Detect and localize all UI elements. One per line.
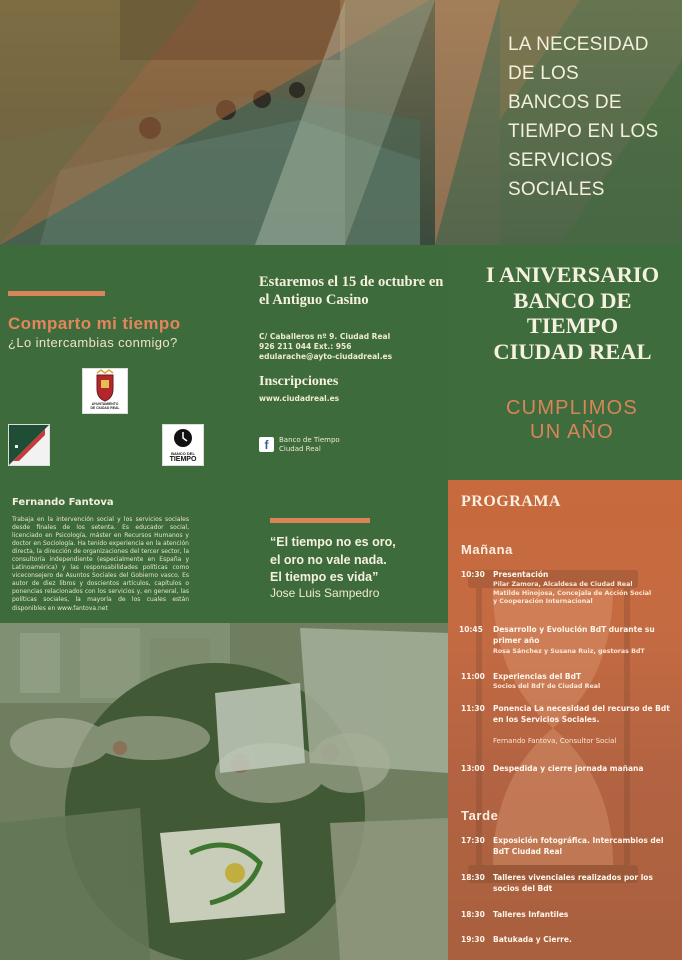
facebook-icon[interactable]: f [259,437,274,452]
program-item [461,625,679,665]
program-time: 10:45 [459,625,483,634]
program-title: Batukada y Cierre. [493,935,572,944]
photo-collage [0,623,448,960]
program-item [461,672,679,696]
program-item [461,764,679,778]
anniversary-subtitle-line: CUMPLIMOS [506,397,638,419]
program-detail-line: Fernando Fantova, Consultor Social [493,737,617,745]
quote-line: el oro no vale nada. [270,552,387,567]
facebook-label-line: Ciudad Real [279,445,321,453]
program-detail-line: Rosa Sánchez y Susana Ruiz, gestoras BdT [493,648,645,655]
program-title: Experiencias del BdT [493,672,582,681]
program-time: 17:30 [461,836,485,845]
facebook-label-line: Banco de Tiempo [279,436,340,444]
bdt-logo-text: BANCO DEL [171,451,195,456]
morning-label: Mañana [461,542,514,557]
quote-author: Jose Luis Sampedro [270,586,380,600]
email-link[interactable]: edularache@ayto-ciudadreal.es [259,352,393,361]
program-time: 11:30 [461,704,485,713]
anniversary-title [463,262,682,364]
program-time: 11:00 [461,672,485,681]
program-time: 13:00 [461,764,485,773]
anniversary-title-line: BANCO DE [513,287,632,313]
program-item [461,935,679,949]
main-title [508,30,678,204]
photo-collage-graphic [0,623,448,960]
program-detail-line: y Cooperación Internacional [493,598,593,605]
accent-bar [8,291,105,296]
program-item [461,873,679,897]
bdt-logo-text: TIEMPO [169,456,197,463]
regional-flag-logo [8,424,50,466]
programa-title: PROGRAMA [461,493,561,510]
program-item [461,570,679,618]
main-title-line: TIEMPO EN LOS [508,121,659,142]
program-time: 19:30 [461,935,485,944]
program-time: 10:30 [461,570,485,579]
slogan-question: ¿Lo intercambias conmigo? [8,335,178,350]
facebook-label[interactable] [279,436,359,454]
quote-line: El tiempo es vida” [270,570,379,584]
program-detail-line: Pilar Zamora, Alcaldesa de Ciudad Real [493,581,633,588]
ayuntamiento-logo-text: DE CIUDAD REAL [90,406,120,410]
program-title: Exposición fotográfica. Intercambios del BdT Ciudad Real [493,836,664,856]
anniversary-subtitle-line: UN AÑO [530,421,614,443]
program-item [461,704,679,752]
address-block [259,332,444,362]
program-detail [493,648,679,657]
program-time: 18:30 [461,910,485,919]
program-item [461,910,679,924]
phone-line: 926 211 044 Ext.: 956 [259,342,352,351]
quote [270,534,445,587]
program-detail-line: Matilde Hinojosa, Concejala de Acción Social [493,589,652,597]
event-date: Estaremos el 15 de octubre en el Antiguo Casino [259,274,444,308]
author-bio: Trabaja en la intervención social y los servicios sociales desde finales de los setenta. Es educador social, licenciado en Psicología, máster en Recursos Humanos y doctor en Sociología. Ha tenido experiencia en la atención directa, la dirección de organizaciones del tercer sector, la consultoría independiente (especialmente en España y Latinoamérica) y las responsabilidades políticas como viceconsejero de Asuntos Sociales del Gobierno vasco. Es autor de diez libros y doscientos artículos, capítulos o ponencias relacionados con los servicios y, en general, las políticas sociales, la mayoría de los cuales están disponibles en www.fantova.net [12,516,189,612]
main-title-line: LA NECESIDAD [508,34,649,55]
flag-icon [9,425,49,465]
program-detail [493,737,679,746]
anniversary-title-line: I ANIVERSARIO [485,262,660,287]
program-time: 18:30 [461,873,485,882]
afternoon-label: Tarde [461,808,499,823]
main-title-line: SERVICIOS [508,150,613,171]
accent-bar [270,518,370,523]
program-detail [493,683,679,692]
anniversary-title-line: CIUDAD REAL [493,338,652,364]
author-name: Fernando Fantova [12,497,114,508]
ayuntamiento-logo-text: AYUNTAMIENTO [91,402,119,406]
inscripciones-link[interactable]: www.ciudadreal.es [259,394,340,403]
program-title: Despedida y cierre jornada mañana [493,764,644,773]
ayuntamiento-logo [82,368,128,414]
anniversary-subtitle [466,396,678,444]
program-detail-line: Socios del BdT de Ciudad Real [493,683,601,690]
main-title-line: BANCOS DE [508,92,622,113]
quote-line: “El tiempo no es oro, [270,535,396,549]
main-title-line: SOCIALES [508,179,605,200]
main-title-line: DE LOS [508,63,579,84]
program-title: Ponencia La necesidad del recurso de Bdt en los Servicios Sociales. [493,704,670,724]
banco-del-tiempo-logo [162,424,204,466]
inscripciones-title: Inscripciones [259,374,339,389]
program-title: Talleres vivenciales realizados por los socios del Bdt [493,873,653,893]
program-title: Talleres Infantiles [493,910,569,919]
anniversary-title-line: TIEMPO [526,313,619,338]
address-line: C/ Caballeros nº 9. Ciudad Real [259,332,391,341]
program-title: Desarrollo y Evolución BdT durante su primer año [493,625,655,645]
program-item [461,836,679,860]
program-detail [493,581,679,607]
clock-icon [163,425,203,451]
program-title: Presentación [493,570,549,579]
slogan: Comparto mi tiempo [8,314,181,333]
